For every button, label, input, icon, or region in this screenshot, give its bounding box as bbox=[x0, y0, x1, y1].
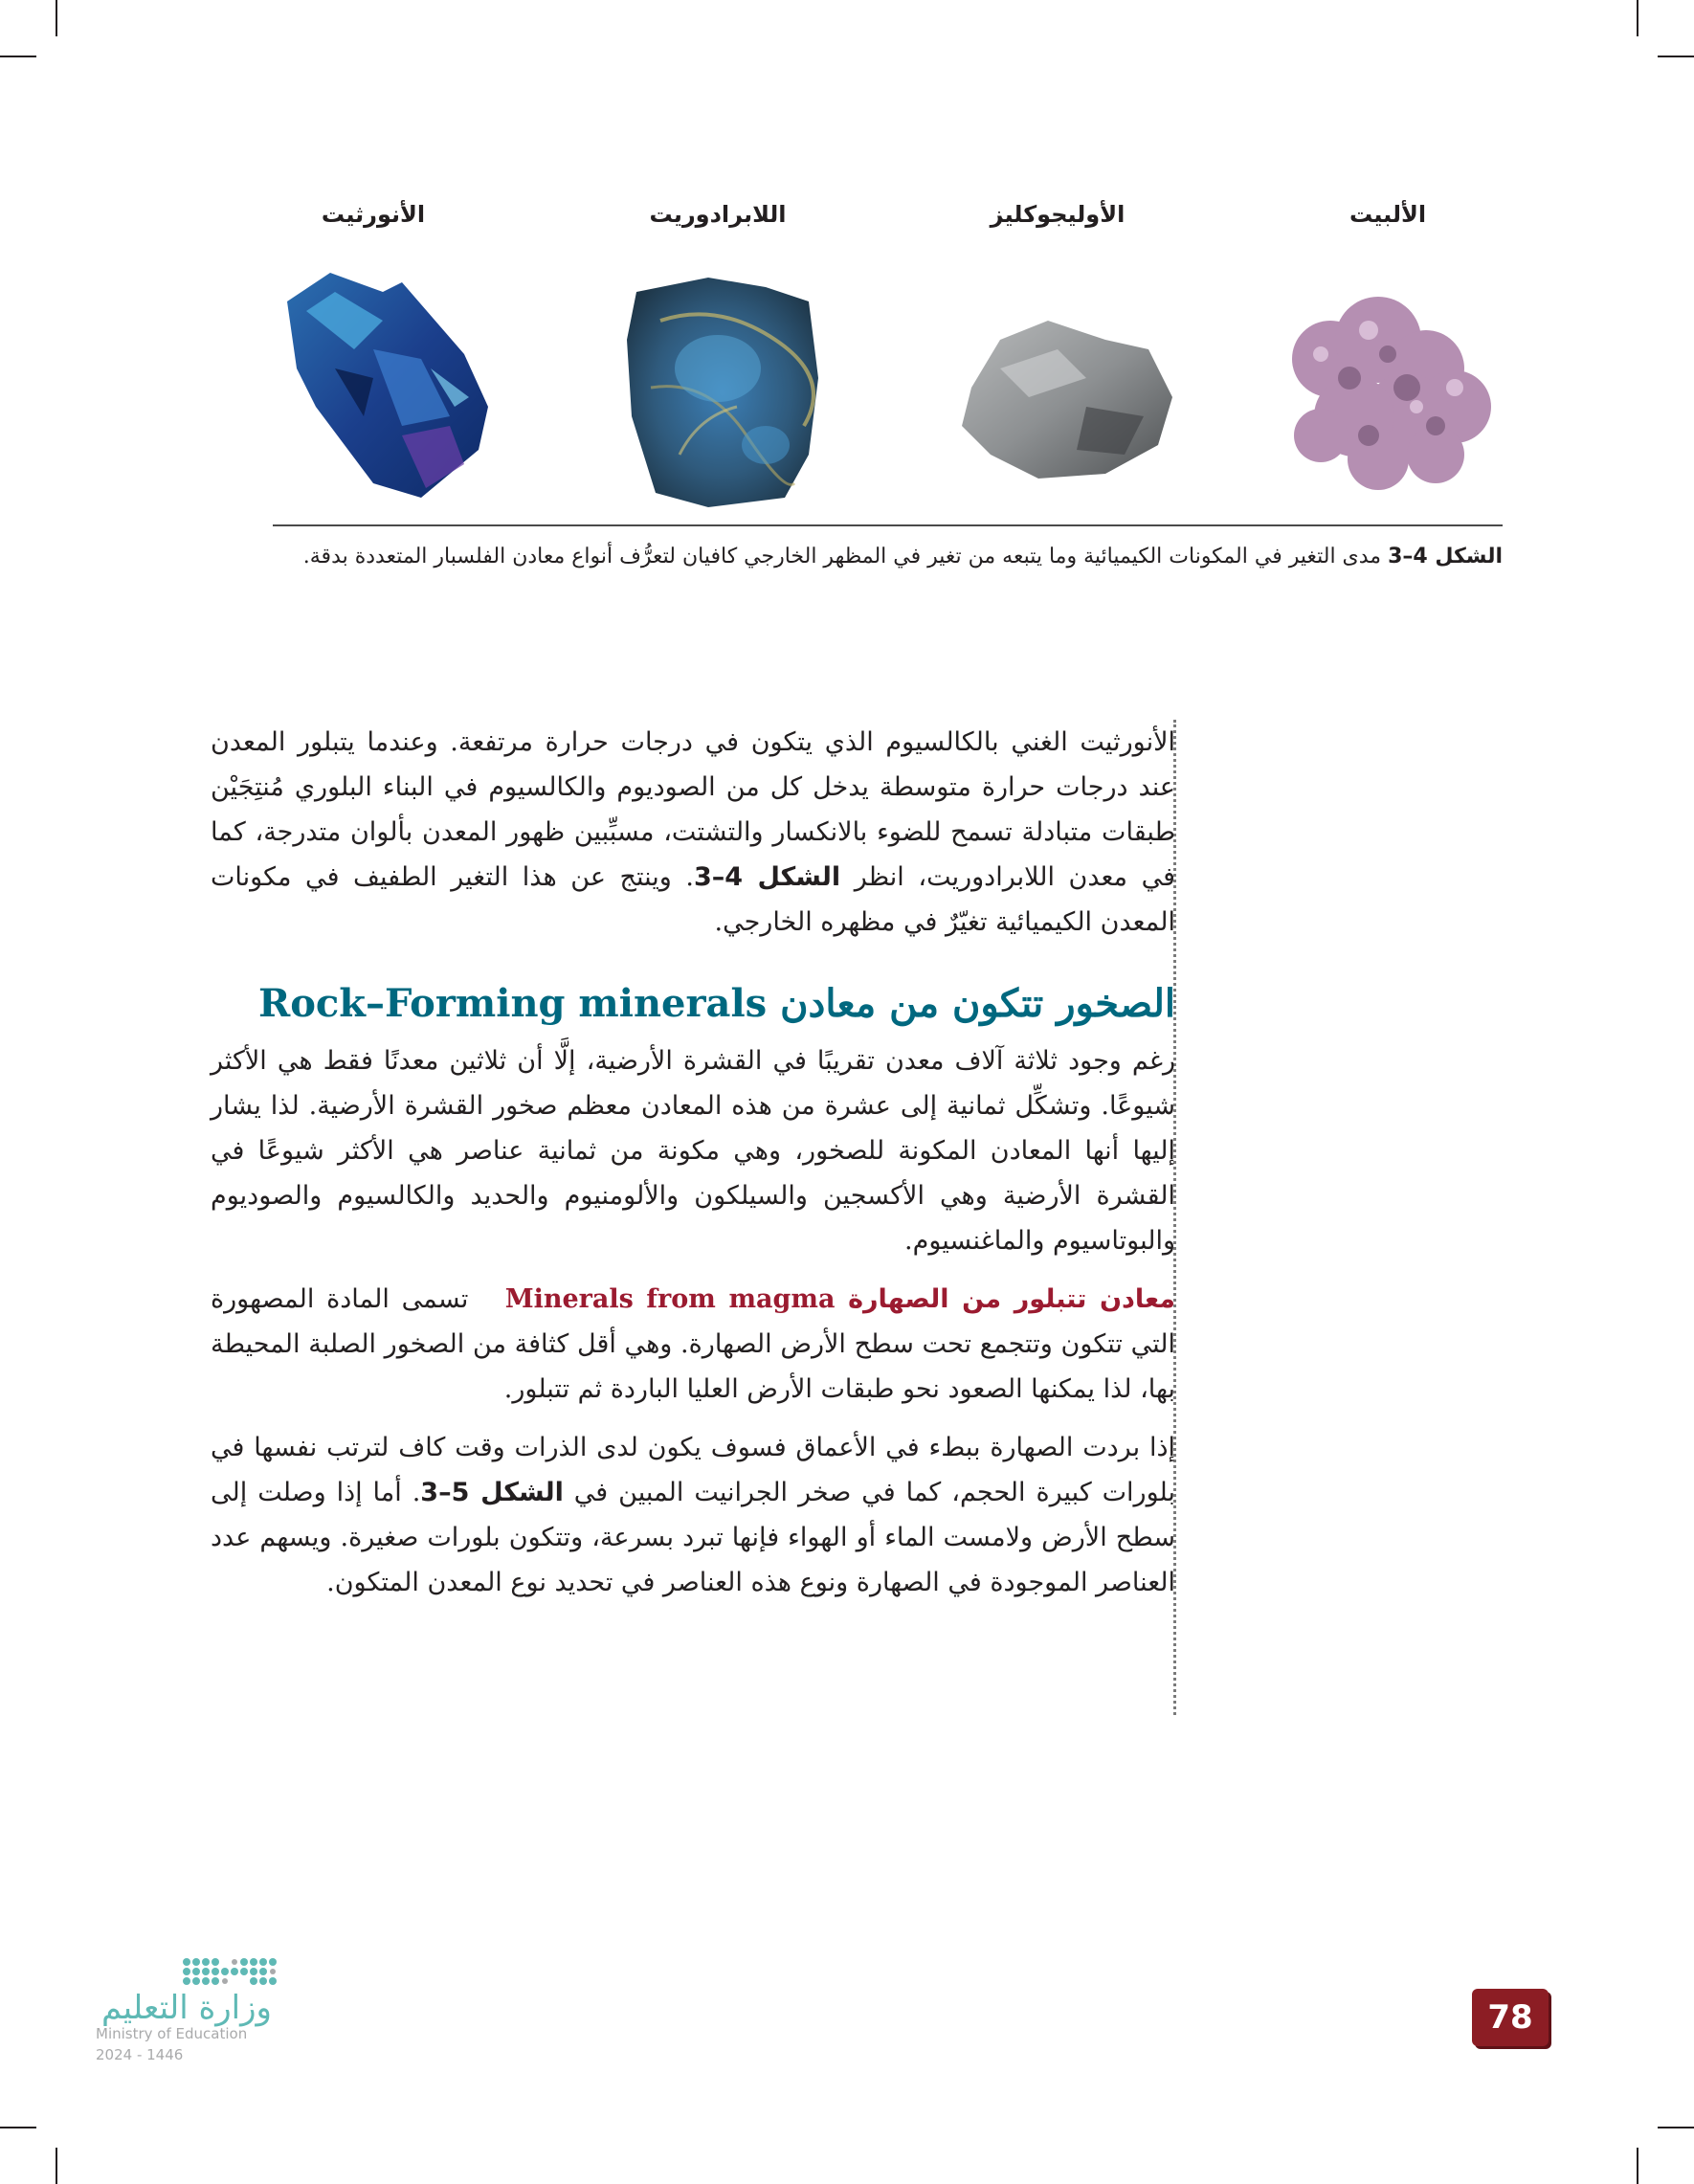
main-text-column bbox=[211, 720, 1175, 1605]
ministry-year: 2024 - 1446 bbox=[96, 2046, 184, 2063]
figure-rule bbox=[273, 524, 1503, 526]
rock-forming-paragraph: رغم وجود ثلاثة آلاف معدن تقريبًا في القشرة الأرضية، إلَّا أن ثلاثين معدنًا فقط هي الأكثر شيوعًا. وتشكِّل ثمانية إلى عشرة من هذه المعادن معظم صخور القشرة الأرضية. لذا يشار إليها أنها المعادن المكونة للصخور، وهي مكونة من ثمانية عناصر هي الأكثر شيوعًا في القشرة الأرضية وهي الأكسجين والسيلكون والألومنيوم والحديد والكالسيوم والصوديوم والبوتاسيوم والماغنسيوم. bbox=[211, 1046, 1175, 1256]
figure-reference: الشكل 5–3 bbox=[420, 1478, 564, 1507]
magma-paragraph bbox=[211, 1277, 1175, 1412]
labradorite-image bbox=[603, 263, 861, 512]
magma-text: تسمى المادة المصهورة التي تتكون وتتجمع تحت سطح الأرض الصهارة. وهي أقل كثافة من الصخور الصلبة المحيطة بها، لذا يمكنها الصعود نحو طبقات الأرض العليا الباردة ثم تتبلور. bbox=[211, 1284, 1175, 1404]
caption-text: مدى التغير في المكونات الكيميائية وما يتبعه من تغير في المظهر الخارجي كافيان لتعرُّف أنواع معادن الفلسبار المتعددة بدقة. bbox=[302, 545, 1389, 568]
mineral-label-anorthite: الأنورثيت bbox=[321, 201, 426, 228]
crop-mark bbox=[56, 2148, 57, 2184]
oligoclase-image bbox=[943, 263, 1201, 512]
crop-mark bbox=[0, 2127, 36, 2128]
crop-mark bbox=[1637, 0, 1638, 36]
crop-mark bbox=[1658, 56, 1694, 57]
crop-mark bbox=[56, 0, 57, 36]
ministry-name-english: Ministry of Education bbox=[96, 2025, 248, 2042]
ministry-name-arabic: وزارة التعليم bbox=[101, 1989, 272, 2027]
magma-subheading-arabic: معادن تتبلور من الصهارة bbox=[848, 1284, 1176, 1314]
cooling-text-end: . أما إذا وصلت إلى سطح الأرض ولامست الماء أو الهواء فإنها تبرد بسرعة، وتتكون بلورات صغيرة. ويسهم عدد العناصر الموجودة في الصهارة ونوع هذه العناصر في تحديد نوع المعدن المتكون. bbox=[211, 1478, 1175, 1597]
mineral-label-labradorite: اللابرادوريت bbox=[649, 201, 787, 228]
section-heading-english: Rock–Forming minerals bbox=[257, 981, 768, 1026]
intro-text: الأنورثيت الغني بالكالسيوم الذي يتكون في درجات حرارة مرتفعة. وعندما يتبلور المعدن عند درجات حرارة متوسطة يدخل كل من الصوديوم والكالسيوم في البناء البلوري مُنتِجَيْن طبقات متبادلة تسمح للضوء بالانكسار والتشتت، مسبِّبين ظهور المعدن بألوان متدرجة، كما في معدن اللابرادوريت، انظر bbox=[211, 727, 1176, 892]
figure-reference: الشكل 4–3 bbox=[693, 862, 841, 892]
page-number: 78 bbox=[1472, 1989, 1549, 2046]
intro-text-end: . وينتج عن هذا التغير الطفيف في مكونات المعدن الكيميائية تغيّرٌ في مظهره الخارجي. bbox=[211, 862, 1175, 937]
cooling-paragraph bbox=[211, 1425, 1175, 1605]
anorthite-image bbox=[258, 263, 517, 512]
mineral-label-oligoclase: الأوليجوكليز bbox=[990, 201, 1126, 228]
magma-subheading bbox=[505, 1284, 1175, 1314]
section-heading-arabic: الصخور تتكون من معادن bbox=[780, 981, 1175, 1026]
section-heading bbox=[211, 977, 1175, 1031]
intro-paragraph bbox=[211, 720, 1175, 945]
magma-subheading-english: Minerals from magma bbox=[504, 1284, 836, 1314]
mineral-label-albite: الألبيت bbox=[1349, 201, 1427, 228]
albite-image bbox=[1263, 263, 1522, 512]
crop-mark bbox=[1658, 2127, 1694, 2128]
figure-caption bbox=[273, 542, 1503, 572]
caption-figure-number: الشكل 4–3 bbox=[1388, 545, 1503, 568]
crop-mark bbox=[1637, 2148, 1638, 2184]
crop-mark bbox=[0, 56, 36, 57]
cooling-text: إذا بردت الصهارة ببطء في الأعماق فسوف يكون لدى الذرات وقت كاف لترتب نفسها في بلورات كبيرة الحجم، كما في صخر الجرانيت المبين في bbox=[211, 1433, 1175, 1507]
